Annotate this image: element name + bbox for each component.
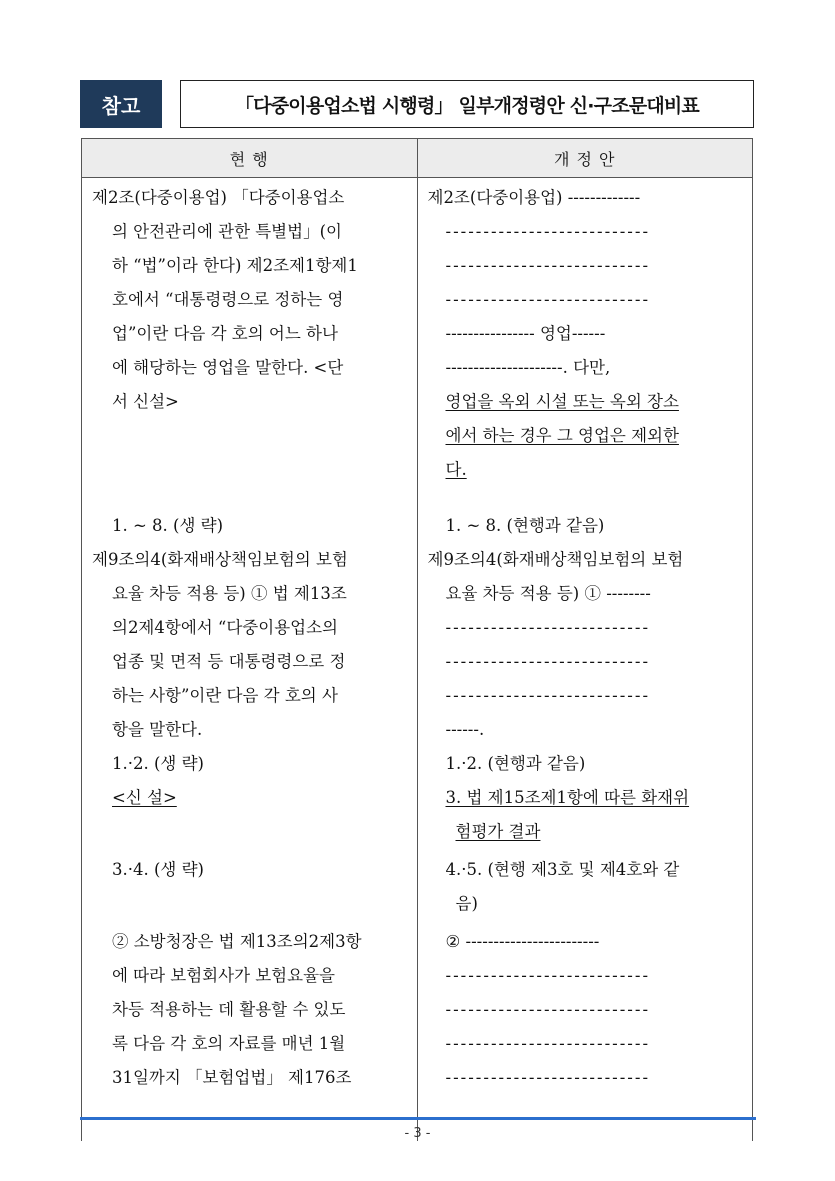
document-header xyxy=(80,80,752,128)
current-line: 제9조의4(화재배상책임보험의 보험 xyxy=(92,550,348,569)
amended-line: 험평가 결과 xyxy=(455,822,541,841)
current-line: 31일까지 「보험업법」 제176조 xyxy=(112,1068,352,1087)
amended-line: 에서 하는 경우 그 영업은 제외한 xyxy=(445,426,679,445)
current-line: 업”이란 다음 각 호의 어느 하나 xyxy=(112,324,338,343)
amended-column xyxy=(417,178,753,1142)
amended-line: --------------------------- xyxy=(445,222,651,241)
current-line: 에 따라 보험회사가 보험요율을 xyxy=(112,966,335,985)
document-title: 「다중이용업소법 시행령」 일부개정령안 신·구조문대비표 xyxy=(180,80,754,128)
page-number: - 3 - xyxy=(404,1126,431,1141)
amended-line: --------------------------- xyxy=(445,618,651,637)
current-line: 에 해당하는 영업을 말한다. <단 xyxy=(112,358,344,377)
amended-line: 영업을 옥외 시설 또는 옥외 장소 xyxy=(445,392,679,411)
current-column xyxy=(82,178,418,1142)
amended-line: 3. 법 제15조제1항에 따른 화재위 xyxy=(445,788,690,807)
amended-line: --------------------------- xyxy=(445,1034,651,1053)
amended-line: --------------------------- xyxy=(445,256,651,275)
amended-line: 요율 차등 적용 등) ① -------- xyxy=(445,584,651,603)
current-line: 호에서 “대통령령으로 정하는 영 xyxy=(112,290,344,309)
amended-line: 다. xyxy=(445,460,467,479)
current-line: <신 설> xyxy=(112,788,177,807)
column-header-current: 현 행 xyxy=(82,139,418,178)
amended-line: 음) xyxy=(455,894,478,913)
footer-rule xyxy=(80,1117,756,1120)
current-line: 서 신설> xyxy=(112,392,179,411)
amended-line: 4.·5. (현행 제3호 및 제4호와 같 xyxy=(445,860,680,879)
current-line: 1. ~ 8. (생 략) xyxy=(112,516,224,535)
current-line: ② 소방청장은 법 제13조의2제3항 xyxy=(112,932,362,951)
amended-line: ---------------- 영업------ xyxy=(445,324,606,343)
current-line: 하 “법”이라 한다) 제2조제1항제1 xyxy=(112,256,358,275)
reference-badge: 참고 xyxy=(80,80,162,128)
amended-line: 제2조(다중이용업) ------------- xyxy=(427,188,641,207)
comparison-table xyxy=(81,138,753,1141)
current-line: 업종 및 면적 등 대통령령으로 정 xyxy=(112,652,346,671)
current-line: 요율 차등 적용 등) ① 법 제13조 xyxy=(112,584,347,603)
amended-line: ------. xyxy=(445,720,485,739)
amended-line: --------------------------- xyxy=(445,966,651,985)
current-line: 의2제4항에서 “다중이용업소의 xyxy=(112,618,338,637)
current-line: 3.·4. (생 략) xyxy=(112,860,204,879)
amended-line: --------------------------- xyxy=(445,1068,651,1087)
amended-line: 1. ~ 8. (현행과 같음) xyxy=(445,516,605,535)
current-line: 항을 말한다. xyxy=(112,720,203,739)
amended-line: --------------------------- xyxy=(445,652,651,671)
amended-line: ② ------------------------ xyxy=(445,932,600,951)
current-line: 록 다음 각 호의 자료를 매년 1월 xyxy=(112,1034,346,1053)
amended-line: ---------------------. 다만, xyxy=(445,358,611,377)
current-line: 차등 적용하는 데 활용할 수 있도 xyxy=(112,1000,346,1019)
current-line: 하는 사항”이란 다음 각 호의 사 xyxy=(112,686,338,705)
amended-line: 제9조의4(화재배상책임보험의 보험 xyxy=(427,550,684,569)
amended-line: 1.·2. (현행과 같음) xyxy=(445,754,586,773)
current-line: 의 안전관리에 관한 특별법」(이 xyxy=(112,222,342,241)
current-line: 제2조(다중이용업) 「다중이용업소 xyxy=(92,188,345,207)
amended-line: --------------------------- xyxy=(445,686,651,705)
amended-line: --------------------------- xyxy=(445,290,651,309)
current-line: 1.·2. (생 략) xyxy=(112,754,204,773)
amended-line: --------------------------- xyxy=(445,1000,651,1019)
column-header-amended: 개 정 안 xyxy=(417,139,753,178)
